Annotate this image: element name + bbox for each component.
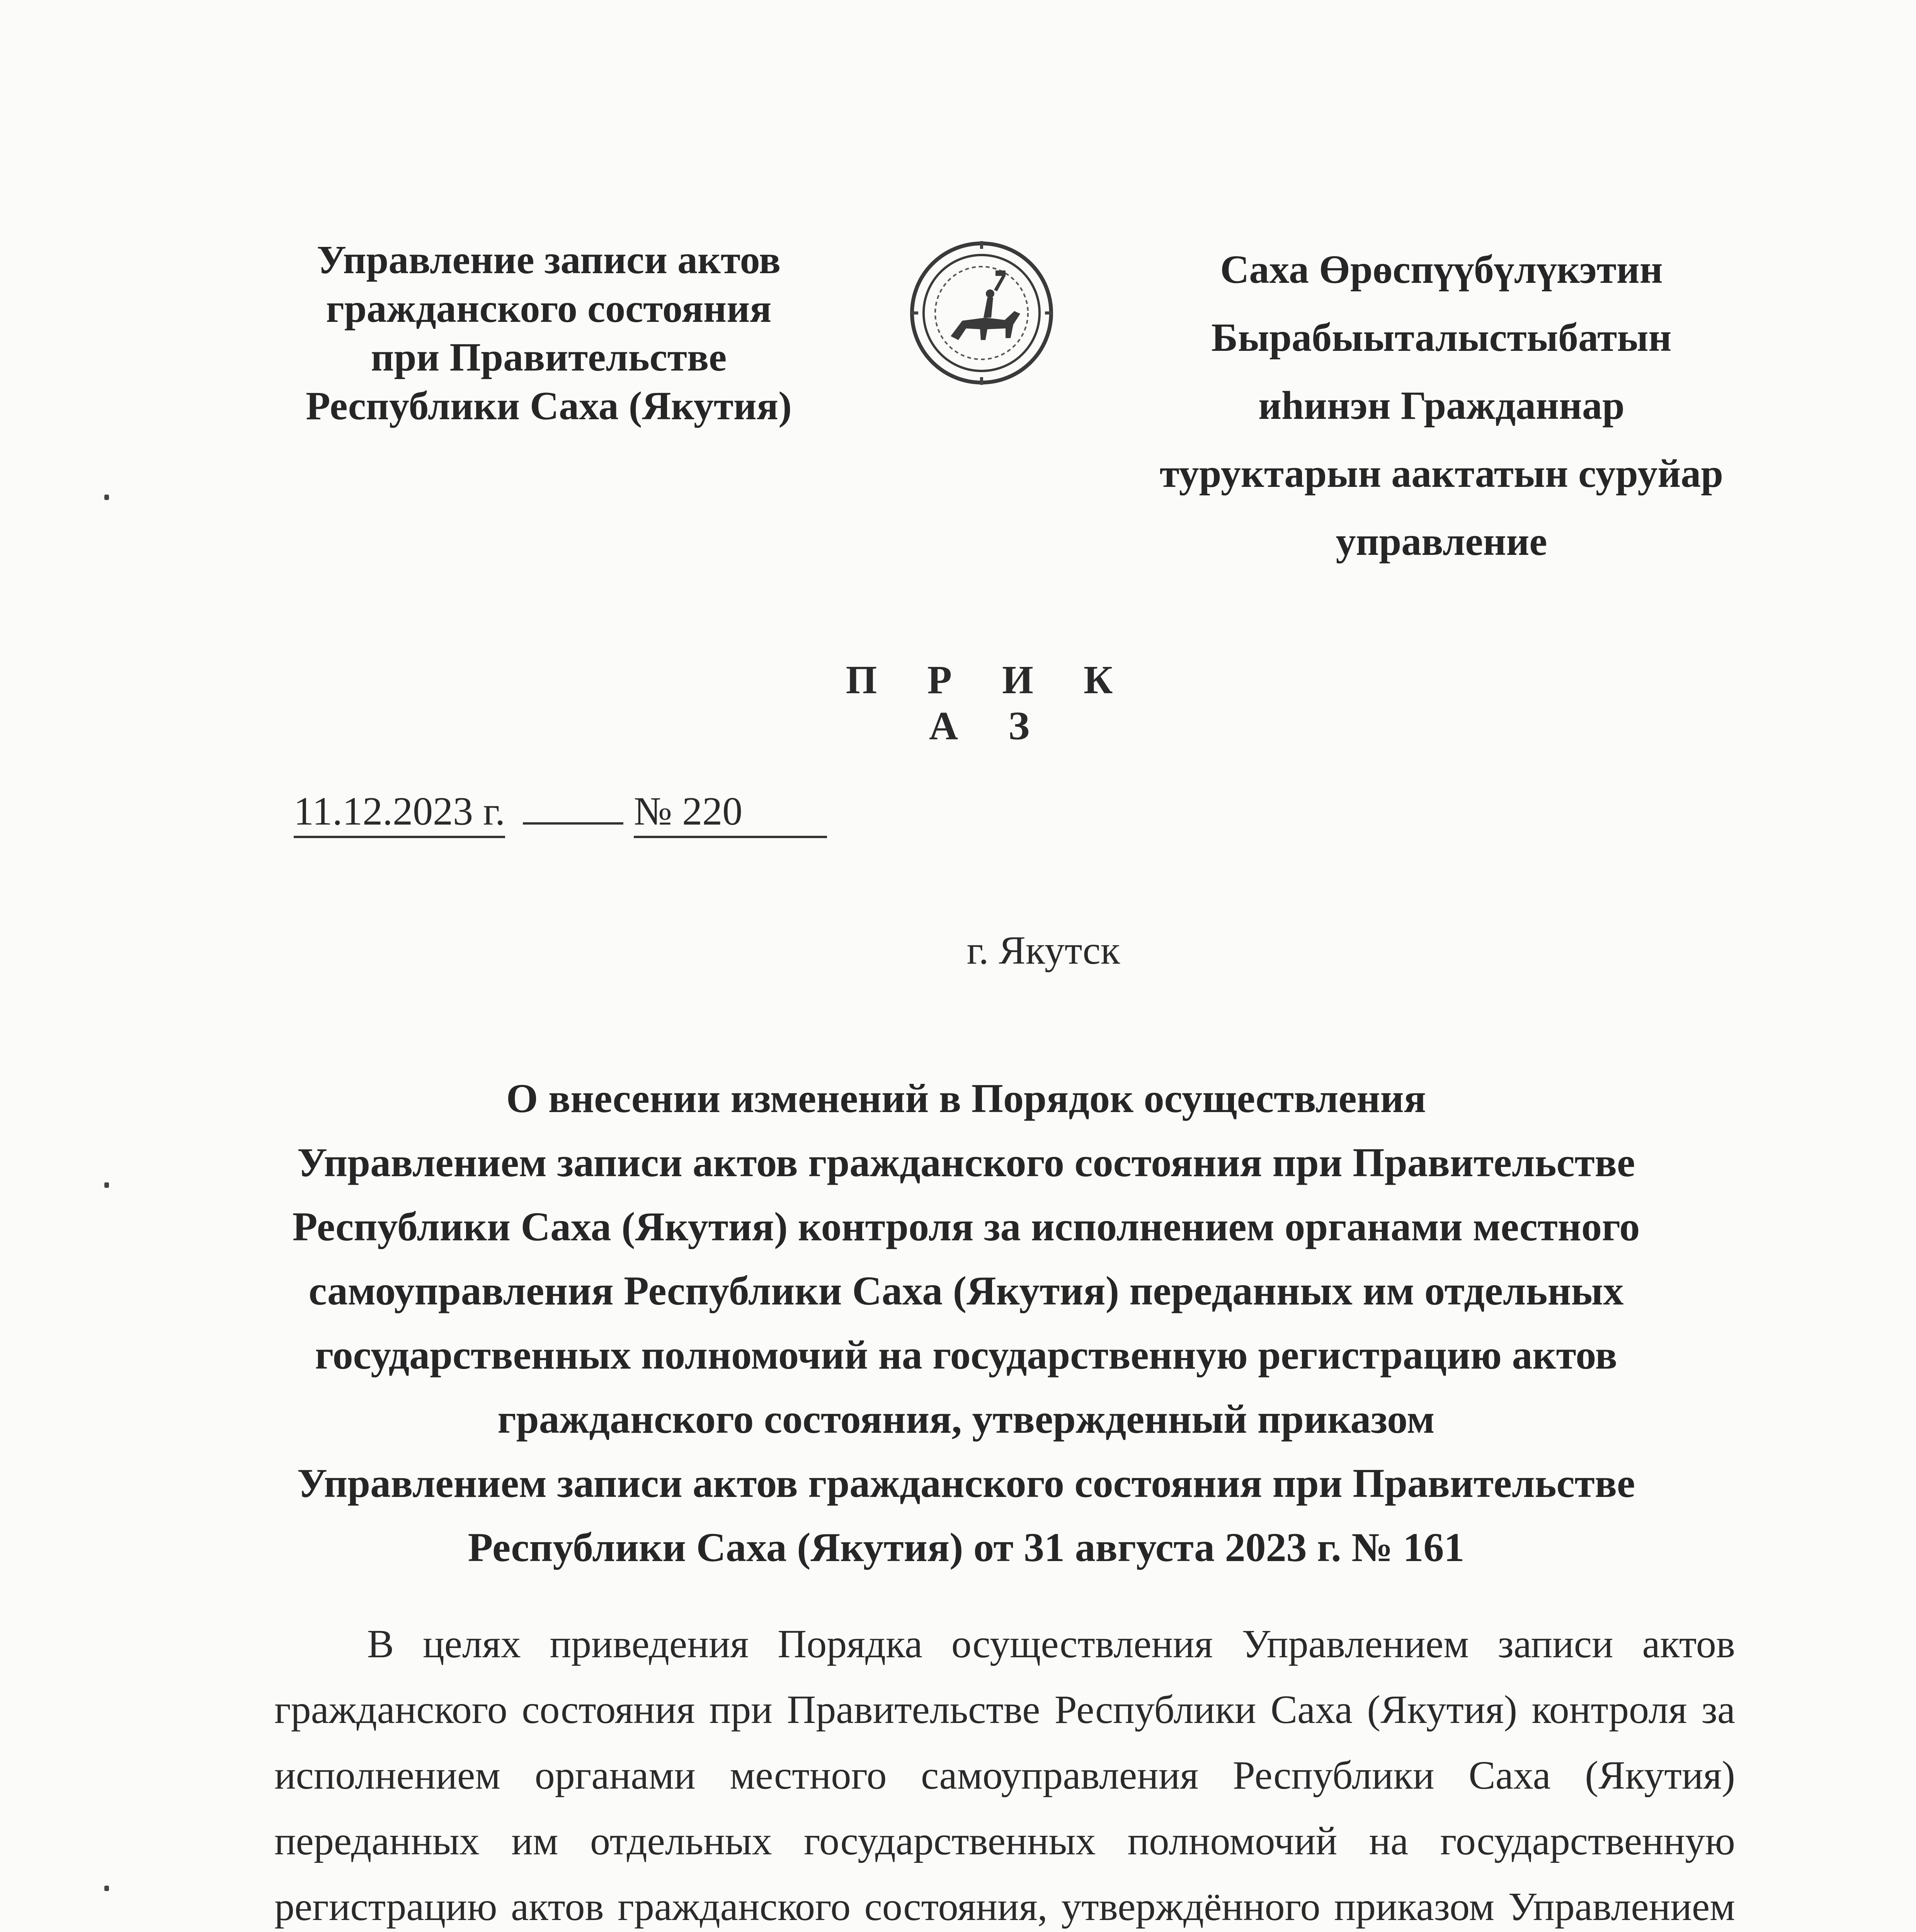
header-right-line: Саха Өрөспүүбүлүкэтин	[1220, 247, 1663, 292]
title-line: самоуправления Республики Саха (Якутия) переданных им отдельных	[308, 1268, 1624, 1313]
title-line: гражданского состояния, утвержденный приказом	[497, 1396, 1435, 1442]
header-left-line: Республики Саха (Якутия)	[306, 384, 792, 428]
order-number: № 220	[634, 788, 827, 838]
order-date: 11.12.2023 г.	[294, 788, 505, 838]
scan-margin-mark	[104, 1886, 109, 1891]
title-line: Республики Саха (Якутия) от 31 августа 2023 г. № 161	[468, 1525, 1465, 1570]
title-line: Управлением записи актов гражданского состояния при Правительстве	[297, 1461, 1635, 1506]
order-date-line	[294, 788, 631, 838]
header-left-line: гражданского состояния	[326, 286, 772, 331]
header-left-line: при Правительстве	[371, 335, 727, 379]
title-line: О внесении изменений в Порядок осуществления	[506, 1076, 1426, 1121]
header-right-line: иһинэн Гражданнар	[1258, 383, 1625, 428]
header-left-org-name	[247, 236, 850, 430]
header-right-line: Бырабыыталыстыбатын	[1211, 315, 1672, 360]
title-line: Управлением записи актов гражданского состояния при Правительстве	[297, 1140, 1635, 1185]
header-right-line: туруктарын аактатын суруйар	[1159, 451, 1724, 496]
date-underline-filler	[523, 791, 623, 825]
header-right-org-name	[1074, 236, 1809, 576]
header-right-line: управление	[1336, 519, 1547, 564]
header-left-line: Управление записи актов	[316, 238, 781, 282]
order-city: г. Якутск	[967, 928, 1120, 973]
scan-margin-mark	[104, 495, 109, 500]
title-line: Республики Саха (Якутия) контроля за исполнением органами местного	[292, 1204, 1640, 1249]
order-number-line	[634, 788, 827, 838]
preamble-paragraph	[274, 1611, 1735, 1932]
preamble-text: В целях приведения Порядка осуществления Управлением записи актов гражданского состояния при Правительстве Республики Саха (Якутия) контроля за исполнением органами местного самоуправления Республики Саха (Якутия) переданных им отдельных государственных полномочий на государственную регистрацию актов гражданского состояния, утверждённого приказом Управлением	[274, 1622, 1735, 1929]
scan-margin-mark	[104, 1182, 109, 1188]
coat-of-arms-sakha-icon	[904, 232, 1059, 394]
title-line: государственных полномочий на государственную регистрацию актов	[315, 1332, 1617, 1378]
document-type-label: П Р И К А З	[846, 658, 1133, 748]
order-title	[232, 1066, 1700, 1580]
